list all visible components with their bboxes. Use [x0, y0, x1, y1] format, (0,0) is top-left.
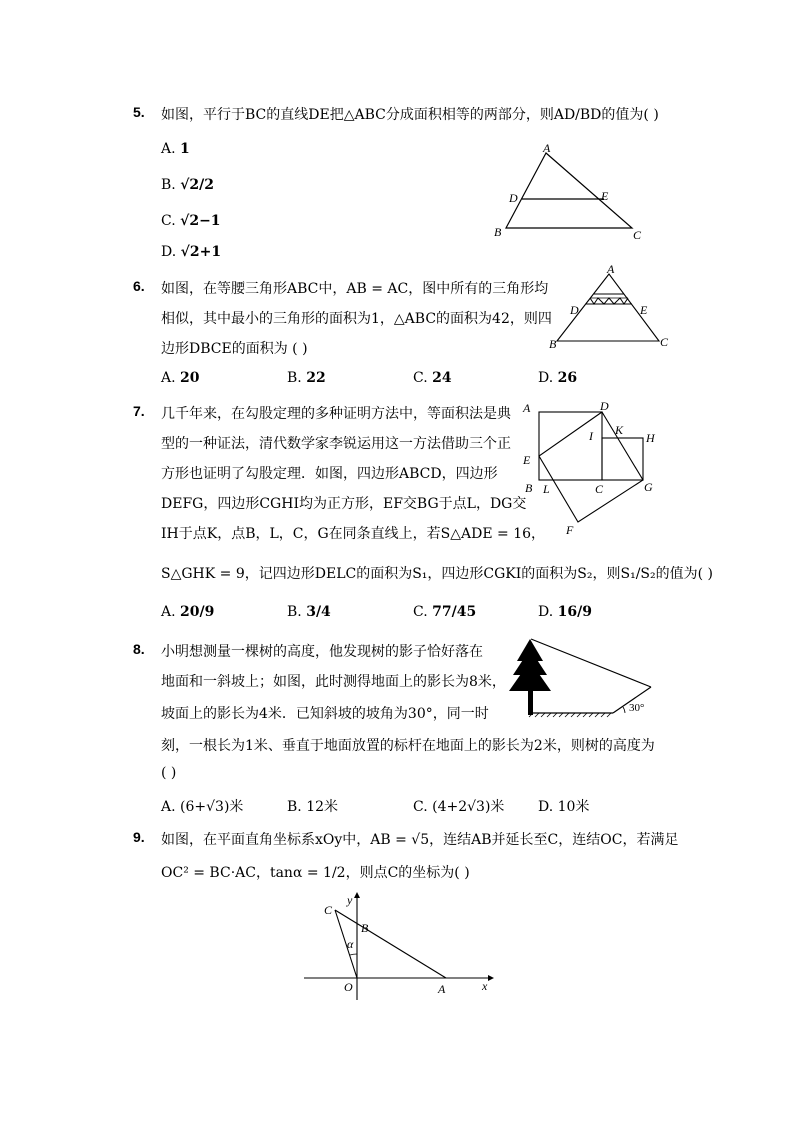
q9-number: 9.	[133, 829, 145, 845]
q7-option-c[interactable]: C. 77/45	[413, 604, 477, 620]
q6-label-b: B	[549, 337, 557, 350]
q7-label-i: I	[589, 429, 593, 443]
q9-label-b: B	[361, 921, 369, 935]
q5-option-b[interactable]: B. √2/2	[161, 177, 214, 193]
q9-label-y: y	[347, 893, 353, 907]
q7-line-2: 型的一种证法，清代数学家李锐运用这一方法借助三个正	[161, 436, 511, 452]
q5-label-c: C	[633, 228, 642, 242]
q5-stem: 如图，平行于BC的直线DE把△ABC分成面积相等的两部分，则AD/BD的值为( )	[161, 107, 659, 123]
q5-number: 5.	[133, 104, 145, 120]
q9-label-x: x	[482, 979, 488, 993]
q5-label-b: B	[494, 225, 502, 239]
q9-label-o: O	[344, 980, 353, 994]
q8-line-2: 地面和一斜坡上；如图，此时测得地面上的影长为8米，	[161, 674, 506, 690]
q6-label-a: A	[607, 262, 615, 276]
q5-option-d[interactable]: D. √2+1	[161, 244, 222, 260]
q8-tree-figure	[505, 635, 665, 720]
q8-line-3: 坡面上的影长为4米．已知斜坡的坡角为30°，同一时	[161, 706, 489, 722]
q7-option-d[interactable]: D. 16/9	[538, 604, 592, 620]
q7-label-l: L	[543, 482, 550, 496]
q5-triangle-figure	[490, 140, 650, 245]
q7-number: 7.	[133, 403, 145, 419]
q5-option-a[interactable]: A. 1	[161, 141, 190, 157]
q5-option-c[interactable]: C. √2−1	[161, 213, 221, 229]
q9-label-alpha: α	[347, 937, 354, 951]
q7-square-abcd	[539, 412, 602, 480]
q8-option-a[interactable]: A. (6+√3)米	[161, 799, 244, 815]
q8-line-5: ( )	[161, 765, 177, 781]
q7-line-6: S△GHK = 9，记四边形DELC的面积为S₁，四边形CGKI的面积为S₂，则S₁/S₂的值为( )	[161, 566, 713, 582]
q7-label-c: C	[595, 482, 604, 496]
q5-triangle-abc	[506, 153, 632, 228]
q7-label-f: F	[566, 523, 574, 537]
q6-label-d: D	[570, 303, 579, 317]
q7-line-5: IH于点K，点B，L，C，G在同条直线上，若S△ADE = 16，	[161, 526, 546, 542]
q6-line-1: 如图，在等腰三角形ABC中，AB = AC，图中所有的三角形均	[161, 281, 549, 297]
q9-y-arrow-icon	[354, 892, 360, 898]
q7-label-b: B	[525, 481, 533, 495]
tree-icon	[509, 639, 551, 715]
q7-label-g: G	[644, 480, 653, 494]
q8-line-1: 小明想测量一棵树的高度，他发现树的影子恰好落在	[161, 644, 483, 660]
q7-line-1: 几千年来，在勾股定理的多种证明方法中，等面积法是典	[161, 406, 511, 422]
q7-label-d: D	[600, 399, 609, 413]
q9-line-1: 如图，在平面直角坐标系xOy中，AB = √5，连结AB并延长至C，连结OC，若满足	[161, 832, 679, 848]
q6-line-2: 相似，其中最小的三角形的面积为1，△ABC的面积为42，则四	[161, 311, 552, 327]
q9-label-a: A	[438, 982, 446, 996]
q5-label-e: E	[601, 189, 609, 203]
q5-label-d: D	[509, 191, 518, 205]
q9-coordinate-figure	[300, 890, 500, 1005]
q6-line-3: 边形DBCE的面积为 ( )	[161, 341, 308, 357]
q5-label-a: A	[543, 141, 551, 155]
q8-option-d[interactable]: D. 10米	[538, 799, 590, 815]
q7-option-a[interactable]: A. 20/9	[161, 604, 215, 620]
q7-label-k: K	[615, 423, 624, 437]
q9-label-c: C	[324, 903, 333, 917]
q6-number: 6.	[133, 278, 145, 294]
q9-line-oc	[335, 910, 357, 978]
q6-zigzag	[590, 298, 628, 304]
q9-line-2: OC² = BC·AC，tanα = 1/2，则点C的坐标为( )	[161, 865, 470, 881]
q6-option-a[interactable]: A. 20	[161, 370, 200, 386]
q6-triangle-figure	[545, 262, 675, 350]
q7-line-3: 方形也证明了勾股定理．如图，四边形ABCD，四边形	[161, 466, 498, 482]
q7-line-4: DEFG，四边形CGHI均为正方形，EF交BG于点L，DG交	[161, 496, 527, 512]
q8-line-4: 刻，一根长为1米、垂直于地面放置的标杆在地面上的影长为2米，则树的高度为	[161, 738, 655, 754]
q8-angle-label: 30°	[629, 702, 645, 714]
q9-x-arrow-icon	[488, 975, 494, 981]
q6-label-c: C	[660, 335, 669, 349]
q7-label-h: H	[646, 431, 655, 445]
q7-square-cghi	[602, 438, 643, 480]
q8-sun-ray	[531, 639, 651, 687]
q6-label-e: E	[640, 303, 648, 317]
q8-option-c[interactable]: C. (4+2√3)米	[413, 799, 505, 815]
q9-alpha-arc	[350, 954, 357, 955]
q8-option-b[interactable]: B. 12米	[287, 799, 339, 815]
q6-option-b[interactable]: B. 22	[287, 370, 326, 386]
q6-option-d[interactable]: D. 26	[538, 370, 578, 386]
q6-option-c[interactable]: C. 24	[413, 370, 452, 386]
q8-number: 8.	[133, 641, 145, 657]
q7-label-e: E	[523, 453, 531, 467]
q7-squares-figure	[515, 398, 675, 540]
q7-option-b[interactable]: B. 3/4	[287, 604, 331, 620]
q7-label-a: A	[523, 401, 531, 415]
